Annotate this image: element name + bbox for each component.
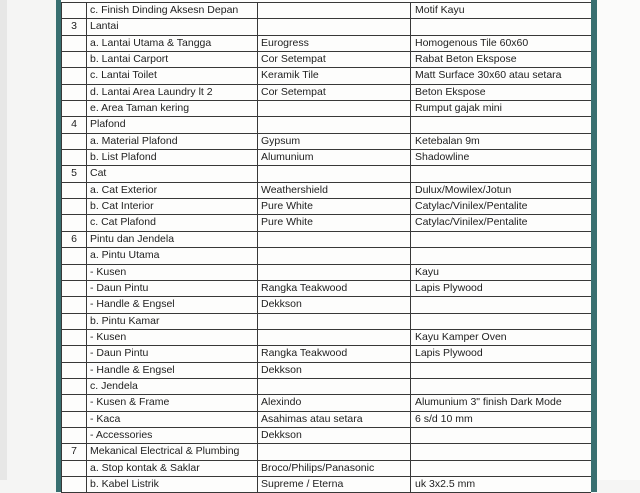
cell-spec: Rabat Beton Ekspose [415,53,517,66]
table-row [61,248,591,264]
cell-material [258,19,411,34]
cell-item: Mekanical Electrical & Plumbing [87,444,258,459]
cell-material: Asahimas atau setara [258,412,411,427]
cell-spec: Catylac/Vinilex/Pentalite [415,216,528,229]
cell-no [62,281,87,296]
cell-no [62,395,87,410]
cell-spec: Matt Surface 30x60 atau setara [415,69,562,82]
cell-material: Cor Setempat [258,85,411,100]
cell-no [62,85,87,100]
cell-no [62,428,87,443]
cell-spec: Lapis Plywood [415,281,483,294]
cell-item: Plafond [87,117,258,132]
table-row [61,183,591,199]
cell-item: - Handle & Engsel [87,297,258,312]
cell-spec [411,232,591,247]
cell-no [62,215,87,230]
cell-item: a. Material Plafond [87,134,258,149]
cell-material [258,314,411,329]
spec-table [61,2,591,493]
table-row [61,477,591,493]
table-row [61,68,591,84]
cell-spec [411,461,591,476]
cell-no [62,101,87,116]
cell-spec [411,19,591,34]
cell-no [62,134,87,149]
cell-material [258,444,411,459]
table-row [61,444,591,460]
cell-item: - Kusen [87,330,258,345]
table-row [61,346,591,362]
cell-material [258,166,411,181]
cell-spec [411,444,591,459]
cell-no [62,330,87,345]
cell-material: Pure White [258,215,411,230]
cell-no: 5 [62,166,87,181]
table-row [61,363,591,379]
cell-material [258,232,411,247]
table-row [61,461,591,477]
table-row [61,117,591,133]
cell-material [258,248,411,263]
cell-spec: Kayu Kamper Oven [415,330,507,343]
cell-item: - Accessories [87,428,258,443]
cell-material: Cor Setempat [258,52,411,67]
cell-material: Rangka Teakwood [258,281,411,296]
table-row [61,19,591,35]
cell-no [62,363,87,378]
cell-item: e. Area Taman kering [87,101,258,116]
cell-no [62,52,87,67]
table-row [61,52,591,68]
table-row [61,395,591,411]
cell-item: b. Kabel Listrik [87,477,258,492]
cell-item: b. Cat Interior [87,199,258,214]
cell-no [62,68,87,83]
cell-item: - Daun Pintu [87,281,258,296]
table-row [61,297,591,313]
cell-item: b. Pintu Kamar [87,314,258,329]
cell-spec: Dulux/Mowilex/Jotun [415,183,512,196]
table-row [61,330,591,346]
table-row [61,166,591,182]
table-row [61,412,591,428]
cell-material [258,117,411,132]
cell-item: - Kusen [87,265,258,280]
cell-item: - Handle & Engsel [87,363,258,378]
cell-no: 6 [62,232,87,247]
cell-item: Lantai [87,19,258,34]
table-row [61,36,591,52]
cell-item: c. Finish Dinding Aksesn Depan [87,3,258,18]
cell-no: 4 [62,117,87,132]
cell-material: Dekkson [258,297,411,312]
cell-item: c. Jendela [87,379,258,394]
cell-spec [411,363,591,378]
cell-material: Alumunium [258,150,411,165]
cell-material: Supreme / Eterna [258,477,411,492]
cell-item: a. Cat Exterior [87,183,258,198]
page-left-edge [0,0,7,480]
cell-material [258,3,411,18]
cell-no: 3 [62,19,87,34]
cell-item: a. Stop kontak & Saklar [87,461,258,476]
table-row [61,215,591,231]
cell-spec [411,248,591,263]
table-row [61,101,591,117]
cell-item: Cat [87,166,258,181]
table-row [61,314,591,330]
cell-no [62,346,87,361]
cell-material: Weathershield [258,183,411,198]
cell-spec [411,379,591,394]
table-row [61,428,591,444]
cell-material [258,379,411,394]
cell-material: Gypsum [258,134,411,149]
cell-spec: Homogenous Tile 60x60 [415,36,529,49]
cell-no [62,183,87,198]
cell-material: Broco/Philips/Panasonic [258,461,411,476]
table-row [61,3,591,19]
cell-material [258,101,411,116]
cell-no [62,150,87,165]
cell-item: a. Lantai Utama & Tangga [87,36,258,51]
table-row [61,150,591,166]
cell-spec: Ketebalan 9m [415,134,480,147]
cell-item: a. Pintu Utama [87,248,258,263]
cell-spec: Beton Ekspose [415,85,486,98]
spec-table-frame [56,0,597,492]
cell-no [62,297,87,312]
cell-no [62,36,87,51]
cell-item: b. List Plafond [87,150,258,165]
cell-material: Keramik Tile [258,68,411,83]
cell-no [62,265,87,280]
cell-item: c. Lantai Toilet [87,68,258,83]
cell-no [62,477,87,492]
cell-spec: Rumput gajak mini [415,102,502,115]
cell-spec: Motif Kayu [415,4,465,16]
cell-spec [411,166,591,181]
cell-no [62,379,87,394]
cell-material: Dekkson [258,428,411,443]
table-row [61,199,591,215]
table-row [61,265,591,281]
table-row [61,232,591,248]
cell-material [258,265,411,280]
cell-spec: Catylac/Vinilex/Pentalite [415,200,528,213]
cell-spec [411,297,591,312]
table-row [61,281,591,297]
cell-item: c. Cat Plafond [87,215,258,230]
cell-material [258,330,411,345]
cell-no: 7 [62,444,87,459]
table-row [61,85,591,101]
cell-spec: Lapis Plywood [415,347,483,360]
page-right-margin [596,0,640,480]
cell-material: Rangka Teakwood [258,346,411,361]
cell-no [62,3,87,18]
cell-no [62,314,87,329]
cell-no [62,248,87,263]
cell-no [62,412,87,427]
cell-spec: uk 3x2.5 mm [415,477,476,490]
cell-spec [411,117,591,132]
cell-no [62,199,87,214]
cell-item: Pintu dan Jendela [87,232,258,247]
cell-spec [411,428,591,443]
cell-item: - Daun Pintu [87,346,258,361]
cell-spec [411,314,591,329]
cell-spec: Shadowline [415,151,470,164]
cell-spec: Kayu [415,265,439,278]
cell-item: d. Lantai Area Laundry lt 2 [87,85,258,100]
cell-material: Alexindo [258,395,411,410]
cell-material: Pure White [258,199,411,214]
cell-item: - Kaca [87,412,258,427]
cell-no [62,461,87,476]
cell-spec: Alumunium 3" finish Dark Mode [415,396,562,409]
cell-spec: 6 s/d 10 mm [415,412,473,425]
cell-material: Eurogress [258,36,411,51]
cell-material: Dekkson [258,363,411,378]
cell-item: - Kusen & Frame [87,395,258,410]
table-row [61,134,591,150]
table-row [61,379,591,395]
cell-item: b. Lantai Carport [87,52,258,67]
